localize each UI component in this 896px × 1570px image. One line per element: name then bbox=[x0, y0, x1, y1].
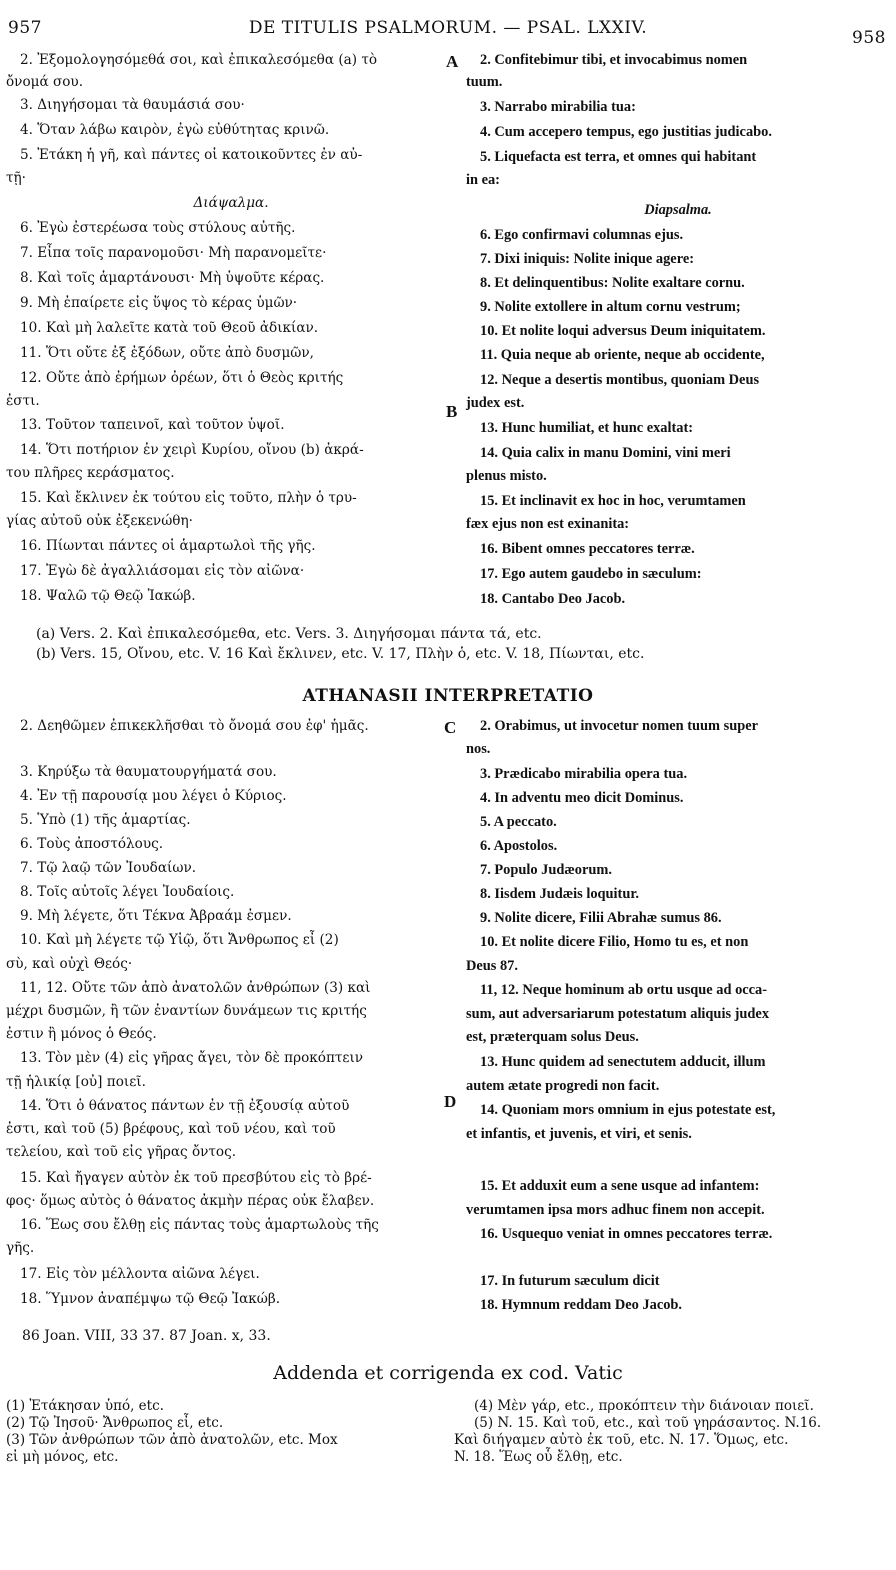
greek-verse-line: του πλῆρες κεράσματος. bbox=[6, 465, 175, 481]
greek-commentary-line: μέχρι δυσμῶν, ἢ τῶν ἐναντίων δυνάμεων τις κριτής bbox=[6, 1003, 367, 1019]
greek-commentary-line: 17. Εἰς τὸν μέλλοντα αἰῶνα λέγει. bbox=[20, 1266, 260, 1282]
addenda-title: Addenda et corrigenda ex cod. Vatic bbox=[273, 1362, 623, 1384]
greek-verse-line: 8. Καὶ τοῖς ἁμαρτάνουσι· Μὴ ὑψοῦτε κέρας. bbox=[20, 270, 325, 286]
latin-commentary-line: 6. Apostolos. bbox=[480, 838, 558, 854]
latin-verse-line: 3. Narrabo mirabilia tua: bbox=[480, 99, 636, 115]
addenda-line: N. 18. Ἕως οὗ ἔλθῃ, etc. bbox=[454, 1449, 623, 1465]
page-number-left: 957 bbox=[8, 18, 42, 38]
latin-verse-line: in ea: bbox=[466, 172, 500, 188]
greek-verse-line: 13. Τοῦτον ταπεινοῖ, καὶ τοῦτον ὑψοῖ. bbox=[20, 417, 285, 433]
latin-verse-line: 14. Quia calix in manu Domini, vini meri bbox=[480, 445, 731, 461]
greek-verse-line: 18. Ψαλῶ τῷ Θεῷ Ἰακώβ. bbox=[20, 588, 196, 604]
latin-commentary-line: 16. Usquequo veniat in omnes peccatores terræ. bbox=[480, 1226, 773, 1242]
greek-verse-line: 4. Ὅταν λάβω καιρὸν, ἐγὼ εὐθύτητας κρινῶ. bbox=[20, 122, 330, 138]
latin-verse-line: 13. Hunc humiliat, et hunc exaltat: bbox=[480, 420, 694, 436]
addenda-line: (4) Μὲν γάρ, etc., προκόπτειν τὴν διάνοιαν ποιεῖ. bbox=[474, 1398, 814, 1414]
greek-verse-line: 11. Ὅτι οὔτε ἐξ ἐξόδων, οὔτε ἀπὸ δυσμῶν, bbox=[20, 345, 314, 361]
latin-verse-line: 7. Dixi iniquis: Nolite inique agere: bbox=[480, 251, 695, 267]
greek-commentary-line: 16. Ἕως σου ἔλθῃ εἰς πάντας τοὺς ἁμαρτωλοὺς τῆς bbox=[20, 1217, 379, 1233]
latin-commentary-line: 2. Orabimus, ut invocetur nomen tuum super bbox=[480, 718, 758, 734]
latin-verse-line: judex est. bbox=[466, 395, 525, 411]
margin-letter-a: A bbox=[446, 52, 459, 71]
latin-commentary-line: 4. In adventu meo dicit Dominus. bbox=[480, 790, 684, 806]
greek-commentary-line: 14. Ὅτι ὁ θάνατος πάντων ἐν τῇ ἐξουσίᾳ αὐτοῦ bbox=[20, 1098, 350, 1114]
greek-commentary-line: 7. Τῷ λαῷ τῶν Ἰουδαίων. bbox=[20, 860, 197, 876]
greek-verse-line: 7. Εἶπα τοῖς παρανομοῦσι· Μὴ παρανομεῖτε· bbox=[20, 245, 327, 261]
latin-commentary-line: 14. Quoniam mors omnium in ejus potestate est, bbox=[480, 1102, 776, 1118]
section-title-athanasii: ATHANASII INTERPRETATIO bbox=[302, 686, 594, 706]
greek-commentary-line: 13. Τὸν μὲν (4) εἰς γῆρας ἄγει, τὸν δὲ προκόπτειν bbox=[20, 1050, 364, 1066]
greek-commentary-line: 18. Ὕμνον ἀναπέμψω τῷ Θεῷ Ἰακώβ. bbox=[20, 1291, 281, 1307]
latin-verse-line: 15. Et inclinavit ex hoc in hoc, verumtamen bbox=[480, 493, 746, 509]
latin-commentary-line: Deus 87. bbox=[466, 958, 518, 974]
latin-verse-line: 6. Ego confirmavi columnas ejus. bbox=[480, 227, 684, 243]
greek-commentary-line: ἐστι, καὶ τοῦ (5) βρέφους, καὶ τοῦ νέου, καὶ τοῦ bbox=[6, 1121, 336, 1137]
latin-verse-line: 16. Bibent omnes peccatores terræ. bbox=[480, 541, 695, 557]
greek-commentary-line: σὺ, καὶ οὐχὶ Θεός· bbox=[6, 956, 133, 972]
latin-verse-line: 11. Quia neque ab oriente, neque ab occidente, bbox=[480, 347, 765, 363]
latin-commentary-line: 15. Et adduxit eum a sene usque ad infantem: bbox=[480, 1178, 760, 1194]
greek-verse-line: ὄνομά σου. bbox=[6, 74, 84, 90]
greek-verse-line: 9. Μὴ ἐπαίρετε εἰς ὕψος τὸ κέρας ὑμῶν· bbox=[20, 295, 298, 311]
greek-verse-line: 15. Καὶ ἔκλινεν ἐκ τούτου εἰς τοῦτο, πλὴν ὁ τρυ- bbox=[20, 490, 357, 506]
addenda-line: (1) Ἐτάκησαν ὑπό, etc. bbox=[6, 1398, 164, 1414]
greek-verse-line: 16. Πίωνται πάντες οἱ ἁμαρτωλοὶ τῆς γῆς. bbox=[20, 538, 316, 554]
latin-commentary-line: autem ætate progredi non facit. bbox=[466, 1078, 660, 1094]
greek-commentary-line: 11, 12. Οὔτε τῶν ἀπὸ ἀνατολῶν ἀνθρώπων (3) καὶ bbox=[20, 980, 371, 996]
latin-commentary-line: 7. Populo Judæorum. bbox=[480, 862, 612, 878]
greek-verse-line: 5. Ἐτάκη ἡ γῆ, καὶ πάντες οἱ κατοικοῦντες ἐν αὐ- bbox=[20, 147, 363, 163]
latin-verse-line: 17. Ego autem gaudebo in sæculum: bbox=[480, 566, 702, 582]
addenda-line: (2) Τῷ Ἰησοῦ· Ἄνθρωπος εἶ, etc. bbox=[6, 1415, 224, 1431]
latin-commentary-line: 18. Hymnum reddam Deo Jacob. bbox=[480, 1297, 683, 1313]
greek-commentary-line: γῆς. bbox=[6, 1240, 35, 1256]
latin-commentary-line: 3. Prædicabo mirabilia opera tua. bbox=[480, 766, 688, 782]
addenda-line: (3) Τῶν ἀνθρώπων τῶν ἀπὸ ἀνατολῶν, etc. Mox bbox=[6, 1432, 338, 1448]
greek-verse-line: ἐστι. bbox=[6, 393, 40, 409]
greek-verse-line: 14. Ὅτι ποτήριον ἐν χειρὶ Κυρίου, οἴνου (b) ἀκρά- bbox=[20, 442, 364, 458]
greek-verse-line: 6. Ἐγὼ ἐστερέωσα τοὺς στύλους αὐτῆς. bbox=[20, 220, 296, 236]
greek-commentary-line: 5. Ὑπὸ (1) τῆς ἁμαρτίας. bbox=[20, 812, 191, 828]
greek-commentary-line: 2. Δεηθῶμεν ἐπικεκλῆσθαι τὸ ὄνομά σου ἐφ' ἡμᾶς. bbox=[20, 718, 369, 734]
latin-verse-line: 12. Neque a desertis montibus, quoniam Deus bbox=[480, 372, 760, 388]
greek-commentary-line: 6. Τοὺς ἀποστόλους. bbox=[20, 836, 164, 852]
note-a: (a) Vers. 2. Καὶ ἐπικαλεσόμεθα, etc. Vers. 3. Διηγήσομαι πάντα τά, etc. bbox=[36, 626, 542, 642]
latin-verse-line: plenus misto. bbox=[466, 468, 547, 484]
addenda-line: εἰ μὴ μόνος, etc. bbox=[6, 1449, 119, 1465]
latin-commentary-line: 13. Hunc quidem ad senectutem adducit, illum bbox=[480, 1054, 766, 1070]
greek-commentary-line: ἐστιν ἢ μόνος ὁ Θεός. bbox=[6, 1026, 157, 1042]
latin-verse-line: fæx ejus non est exinanita: bbox=[466, 516, 630, 532]
margin-letter-b: B bbox=[446, 402, 458, 421]
diapsalma-greek: Διάψαλμα. bbox=[193, 195, 269, 211]
scripture-footnotes: 86 Joan. VIII, 33 37. 87 Joan. x, 33. bbox=[22, 1328, 271, 1344]
latin-verse-line: 8. Et delinquentibus: Nolite exaltare cornu. bbox=[480, 275, 745, 291]
latin-verse-line: 4. Cum accepero tempus, ego justitias judicabo. bbox=[480, 124, 772, 140]
greek-commentary-line: 4. Ἐν τῇ παρουσίᾳ μου λέγει ὁ Κύριος. bbox=[20, 788, 287, 804]
greek-verse-line: 3. Διηγήσομαι τὰ θαυμάσιά σου· bbox=[20, 97, 245, 113]
latin-commentary-line: et infantis, et juvenis, et viri, et senis. bbox=[466, 1126, 692, 1142]
greek-verse-line: τῇ· bbox=[6, 170, 26, 186]
latin-commentary-line: sum, aut adversariarum potestatum aliquis judex bbox=[466, 1006, 770, 1022]
latin-verse-line: 9. Nolite extollere in altum cornu vestrum; bbox=[480, 299, 741, 315]
greek-commentary-line: 9. Μὴ λέγετε, ὅτι Τέκνα Ἀβραάμ ἐσμεν. bbox=[20, 908, 292, 924]
addenda-line: Καὶ διήγαμεν αὐτὸ ἐκ τοῦ, etc. N. 17. Ὅμως, etc. bbox=[454, 1432, 789, 1448]
latin-commentary-line: 17. In futurum sæculum dicit bbox=[480, 1273, 660, 1289]
running-title: DE TITULIS PSALMORUM. — PSAL. LXXIV. bbox=[248, 18, 648, 38]
greek-verse-line: 2. Ἐξομολογησόμεθά σοι, καὶ ἐπικαλεσόμεθα (a) τὸ bbox=[20, 52, 378, 68]
latin-commentary-line: 5. A peccato. bbox=[480, 814, 557, 830]
greek-commentary-line: 8. Τοῖς αὐτοῖς λέγει Ἰουδαίοις. bbox=[20, 884, 235, 900]
greek-commentary-line: τελείου, καὶ τοῦ εἰς γῆρας ὄντος. bbox=[6, 1144, 237, 1160]
latin-commentary-line: nos. bbox=[466, 741, 491, 757]
page-number-right: 958 bbox=[852, 28, 886, 48]
greek-commentary-line: 15. Καὶ ἤγαγεν αὐτὸν ἐκ τοῦ πρεσβύτου εἰς τὸ βρέ- bbox=[20, 1170, 372, 1186]
greek-commentary-line: τῇ ἡλικίᾳ [οὐ] ποιεῖ. bbox=[6, 1074, 146, 1090]
latin-verse-line: 5. Liquefacta est terra, et omnes qui habitant bbox=[480, 149, 757, 165]
greek-commentary-line: 10. Καὶ μὴ λέγετε τῷ Υἱῷ, ὅτι Ἄνθρωπος εἶ (2) bbox=[20, 932, 339, 948]
note-b: (b) Vers. 15, Οἴνου, etc. V. 16 Καὶ ἔκλινεν, etc. V. 17, Πλὴν ὁ, etc. V. 18, Πίωνται, etc. bbox=[36, 646, 645, 662]
addenda-line: (5) N. 15. Καὶ τοῦ, etc., καὶ τοῦ γηράσαντος. N.16. bbox=[474, 1415, 822, 1431]
greek-verse-line: 10. Καὶ μὴ λαλεῖτε κατὰ τοῦ Θεοῦ ἀδικίαν. bbox=[20, 320, 319, 336]
margin-letter-d: D bbox=[444, 1092, 457, 1111]
latin-verse-line: 2. Confitebimur tibi, et invocabimus nomen bbox=[480, 52, 748, 68]
latin-verse-line: tuum. bbox=[466, 74, 503, 90]
margin-letter-c: C bbox=[444, 718, 457, 737]
diapsalma-latin: Diapsalma. bbox=[644, 202, 712, 218]
latin-verse-line: 10. Et nolite loqui adversus Deum iniquitatem. bbox=[480, 323, 766, 339]
greek-commentary-line: φος· ὅμως αὐτὸς ὁ θάνατος ἀκμὴν πέρας οὐκ ἔλαβεν. bbox=[6, 1193, 375, 1209]
greek-verse-line: 12. Οὔτε ἀπὸ ἐρήμων ὀρέων, ὅτι ὁ Θεὸς κριτής bbox=[20, 370, 344, 386]
greek-verse-line: γίας αὐτοῦ οὐκ ἐξεκενώθη· bbox=[6, 513, 193, 529]
greek-verse-line: 17. Ἐγὼ δὲ ἀγαλλιάσομαι εἰς τὸν αἰῶνα· bbox=[20, 563, 305, 579]
greek-commentary-line: 3. Κηρύξω τὰ θαυματουργήματά σου. bbox=[20, 764, 277, 780]
latin-commentary-line: 8. Iisdem Judæis loquitur. bbox=[480, 886, 640, 902]
latin-commentary-line: verumtamen ipsa mors adhuc finem non accepit. bbox=[466, 1202, 765, 1218]
latin-commentary-line: 11, 12. Neque hominum ab ortu usque ad occa- bbox=[480, 982, 768, 998]
latin-commentary-line: 10. Et nolite dicere Filio, Homo tu es, et non bbox=[480, 934, 749, 950]
latin-commentary-line: 9. Nolite dicere, Filii Abrahæ sumus 86. bbox=[480, 910, 722, 926]
latin-commentary-line: est, præterquam solus Deus. bbox=[466, 1029, 639, 1045]
latin-verse-line: 18. Cantabo Deo Jacob. bbox=[480, 591, 626, 607]
